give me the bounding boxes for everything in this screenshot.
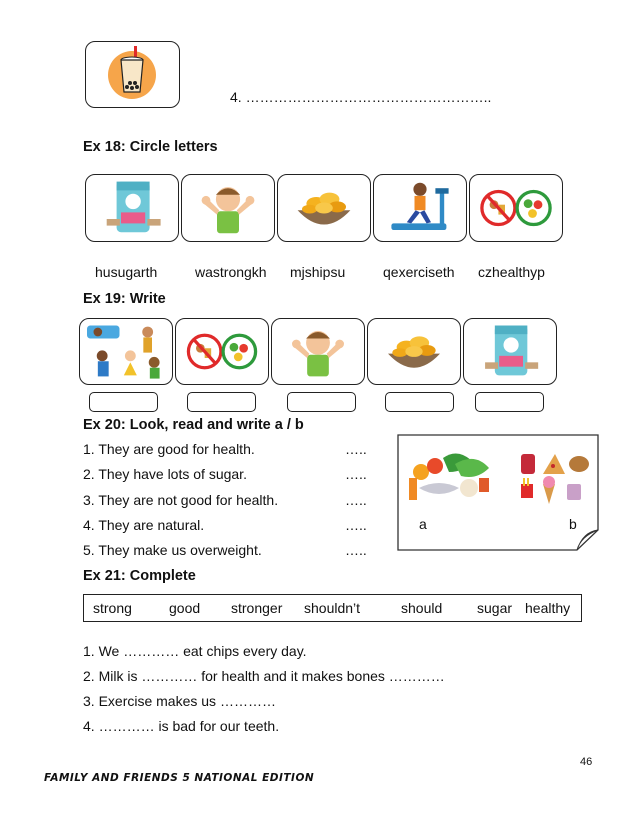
ex21-item-3: 3. Exercise makes us ………… xyxy=(83,693,276,709)
ex20-blank-2[interactable]: ….. xyxy=(345,466,367,482)
ex19-answer-box-1[interactable] xyxy=(89,392,158,412)
healthy-food-icon xyxy=(405,448,497,510)
word-bank-item-3: stronger xyxy=(231,600,283,616)
word-bank-item-5: should xyxy=(401,600,443,616)
treadmill-icon xyxy=(374,175,466,241)
word-bank-item-6: sugar xyxy=(477,600,513,616)
no-junk-food-icon xyxy=(470,175,562,241)
chips-bowl-icon xyxy=(278,175,370,241)
ex20-sentence-5: 5. They make us overweight. xyxy=(83,542,262,558)
ex18-word-2: wastrongkh xyxy=(195,264,267,280)
ex18-word-4: qexerciseth xyxy=(383,264,455,280)
strong-boy-icon xyxy=(272,319,364,384)
ex20-sentence-3: 3. They are not good for health. xyxy=(83,492,279,508)
page-number: 46 xyxy=(580,756,593,768)
ex20-sentence-4: 4. They are natural. xyxy=(83,517,205,533)
ex20-sentence-1: 1. They are good for health. xyxy=(83,441,255,457)
word-bank-item-7: healthy xyxy=(525,600,571,616)
ex20-blank-4[interactable]: ….. xyxy=(345,517,367,533)
ex18-word-1: husugarth xyxy=(95,264,158,280)
ex20-sentence-2: 2. They have lots of sugar. xyxy=(83,466,247,482)
ex19-picture-3 xyxy=(271,318,365,385)
book-footer: FAMILY AND FRIENDS 5 NATIONAL EDITION xyxy=(44,772,315,784)
ex19-answer-box-3[interactable] xyxy=(287,392,356,412)
exercise-collage-icon xyxy=(80,319,172,384)
ex18-picture-healthy xyxy=(469,174,563,242)
sugar-pack-icon xyxy=(464,319,556,384)
ex20-title: Ex 20: Look, read and write a / b xyxy=(83,417,304,433)
ex19-answer-box-5[interactable] xyxy=(475,392,544,412)
ex19-answer-box-2[interactable] xyxy=(187,392,256,412)
sugar-pack-icon xyxy=(86,175,178,241)
ex18-picture-strong xyxy=(181,174,275,242)
ex19-picture-5 xyxy=(463,318,557,385)
ex21-item-4: 4. ………… is bad for our teeth. xyxy=(83,718,280,734)
word-bank-item-1: strong xyxy=(93,600,132,616)
ex18-picture-sugar xyxy=(85,174,179,242)
ex18-picture-chips xyxy=(277,174,371,242)
bubble-tea-icon xyxy=(86,42,178,106)
bubble-tea-picture xyxy=(85,41,180,108)
junk-food-icon xyxy=(517,448,591,510)
ex18-word-5: czhealthyp xyxy=(478,264,545,280)
top-item-4: 4. …………………………………………….. xyxy=(230,89,492,105)
chips-bowl-icon xyxy=(368,319,460,384)
ex20-food-card xyxy=(397,434,600,551)
ex21-title: Ex 21: Complete xyxy=(83,568,196,584)
ex18-title: Ex 18: Circle letters xyxy=(83,139,218,155)
strong-boy-icon xyxy=(182,175,274,241)
word-bank-item-2: good xyxy=(169,600,201,616)
ex20-blank-1[interactable]: ….. xyxy=(345,441,367,457)
ex21-item-1: 1. We ………… eat chips every day. xyxy=(83,643,307,659)
ex21-word-bank xyxy=(83,594,582,622)
ex20-blank-3[interactable]: ….. xyxy=(345,492,367,508)
ex18-word-3: mjshipsu xyxy=(290,264,346,280)
ex21-item-2: 2. Milk is ………… for health and it makes bones ………… xyxy=(83,668,445,684)
no-junk-food-icon xyxy=(176,319,268,384)
ex18-picture-exercise xyxy=(373,174,467,242)
ex19-picture-2 xyxy=(175,318,269,385)
ex19-picture-4 xyxy=(367,318,461,385)
ex19-title: Ex 19: Write xyxy=(83,291,166,307)
ex19-answer-box-4[interactable] xyxy=(385,392,454,412)
word-bank-item-4: shouldn’t xyxy=(304,600,361,616)
ex19-picture-1 xyxy=(79,318,173,385)
card-label-a: a xyxy=(419,516,427,532)
ex20-blank-5[interactable]: ….. xyxy=(345,542,367,558)
card-label-b: b xyxy=(569,516,577,532)
